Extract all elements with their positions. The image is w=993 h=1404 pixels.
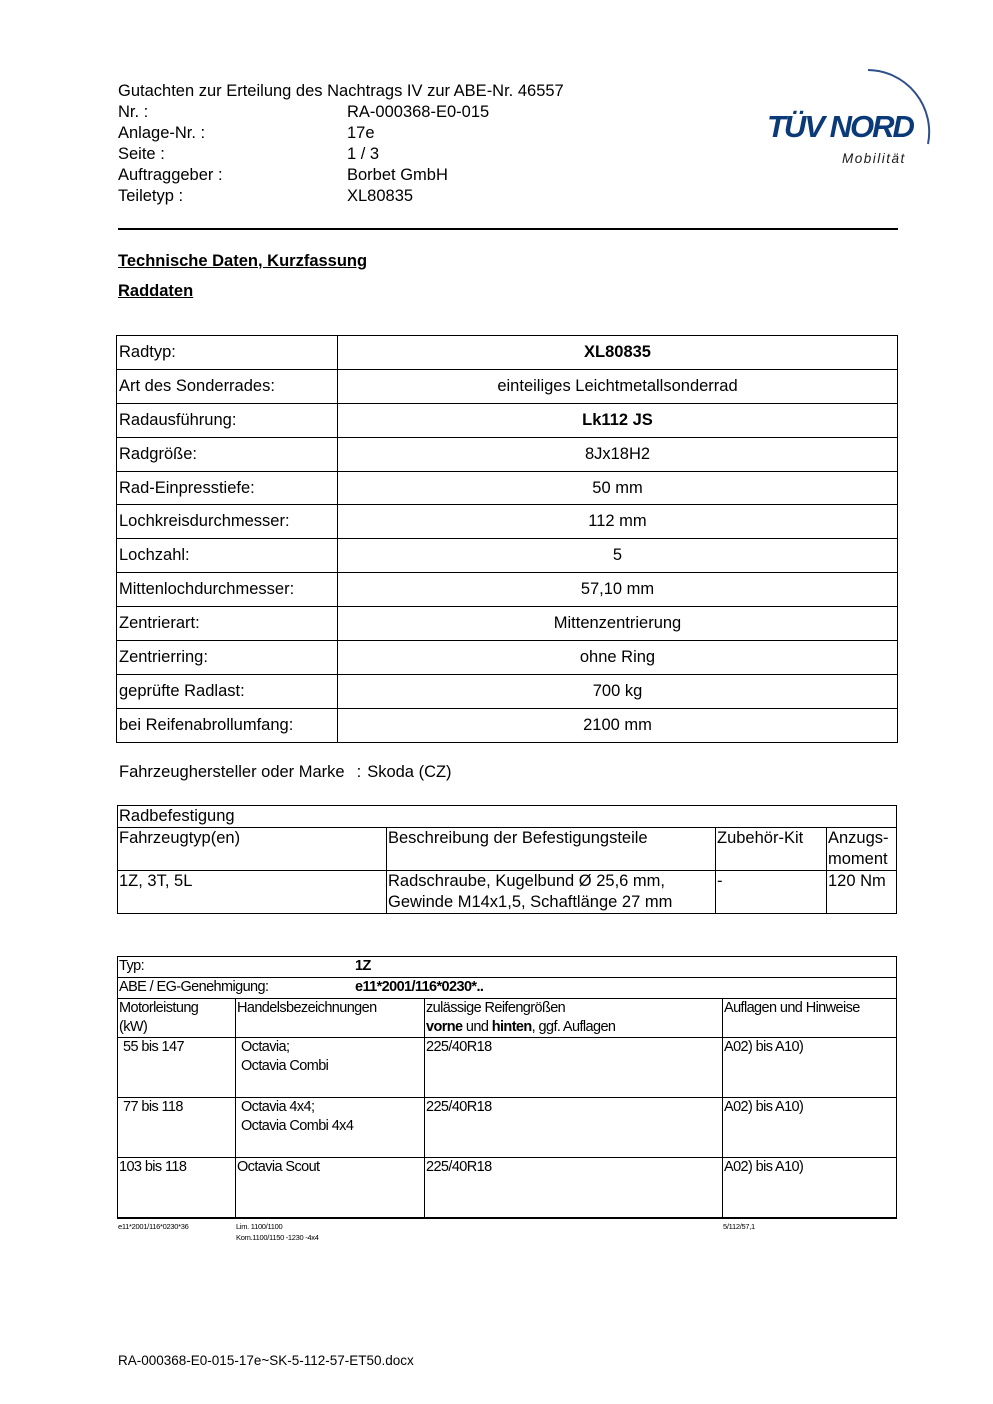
- wheel-value: einteiliges Leichtmetallsonderrad: [338, 369, 898, 403]
- fine-approval: e11*2001/116*0230*36: [118, 1222, 189, 1231]
- name-cell: [236, 1098, 425, 1158]
- table-row: [118, 828, 897, 871]
- table-row: [118, 957, 897, 978]
- tyres-rest-label: , ggf. Auflagen: [531, 1019, 616, 1035]
- description-line: Gewinde M14x1,5, Schaftlänge 27 mm: [388, 893, 673, 911]
- column-header-torque: [827, 828, 897, 871]
- table-row: [117, 471, 898, 505]
- wheel-label: Radausführung:: [117, 403, 338, 437]
- approval-value: e11*2001/116*0230*..: [355, 979, 484, 995]
- logo-wordmark: TÜV NORD: [767, 109, 913, 144]
- wheel-value: 50 mm: [338, 471, 898, 505]
- fastening-description: [387, 871, 716, 914]
- wheel-value: 112 mm: [338, 505, 898, 539]
- table-row: [117, 403, 898, 437]
- fastening-torque: 120 Nm: [827, 871, 897, 914]
- approval-label: ABE / EG-Genehmigung:: [119, 979, 269, 995]
- power-cell: 77 bis 118: [118, 1098, 236, 1158]
- table-row: [118, 806, 897, 828]
- header-value: 1 / 3: [347, 145, 380, 163]
- header-label: Nr. :: [118, 103, 149, 121]
- name-cell: [236, 1158, 425, 1219]
- logo-subtitle: Mobilität: [842, 151, 906, 166]
- tyres-and-label: und: [462, 1019, 492, 1035]
- column-header-tyres: [425, 999, 723, 1038]
- table-row: [117, 607, 898, 641]
- fine-kom: Kom.1100/1150 -1230 -4x4: [236, 1233, 319, 1242]
- description-line: Radschraube, Kugelbund Ø 25,6 mm,: [388, 872, 665, 890]
- wheel-value: 5: [338, 539, 898, 573]
- fastening-title: Radbefestigung: [118, 806, 897, 828]
- tyres-rear-label: hinten: [491, 1019, 532, 1035]
- wheel-label: Art des Sonderrades:: [117, 369, 338, 403]
- wheel-label: Lochzahl:: [117, 539, 338, 573]
- wheel-value: 2100 mm: [338, 708, 898, 742]
- type-label: Typ:: [119, 958, 144, 974]
- fastening-table: [117, 805, 897, 914]
- table-row: [118, 1158, 897, 1219]
- notes-cell: A02) bis A10): [723, 1098, 897, 1158]
- header-row-teiletyp: [118, 186, 564, 207]
- column-header: Beschreibung der Befestigungsteile: [387, 828, 716, 871]
- wheel-label: geprüfte Radlast:: [117, 674, 338, 708]
- wheel-value: 8Jx18H2: [338, 437, 898, 471]
- table-row: [117, 336, 898, 370]
- header-label: Seite :: [118, 145, 165, 163]
- wheel-value: 57,10 mm: [338, 573, 898, 607]
- wheel-value: ohne Ring: [338, 641, 898, 675]
- name-cell: [236, 1038, 425, 1098]
- header-value: XL80835: [347, 187, 414, 205]
- notes-cell: A02) bis A10): [723, 1158, 897, 1219]
- column-header: Fahrzeugtyp(en): [118, 828, 387, 871]
- table-row: [118, 1038, 897, 1098]
- column-header: (kW): [119, 1019, 148, 1035]
- wheel-label: bei Reifenabrollumfang:: [117, 708, 338, 742]
- power-cell: 103 bis 118: [118, 1158, 236, 1219]
- notes-cell: A02) bis A10): [723, 1038, 897, 1098]
- header-row-auftraggeber: [118, 165, 564, 186]
- footer-filename: RA-000368-E0-015-17e~SK-5-112-57-ET50.docx: [118, 1353, 414, 1368]
- header-label: Auftraggeber :: [118, 166, 223, 184]
- header-row-seite: [118, 144, 564, 165]
- power-cell: 55 bis 147: [118, 1038, 236, 1098]
- header-value: 17e: [347, 124, 375, 142]
- make-separator: :: [356, 763, 362, 781]
- name-line: Octavia;: [241, 1039, 290, 1055]
- table-row: [118, 978, 897, 999]
- wheel-label: Mittenlochdurchmesser:: [117, 573, 338, 607]
- wheel-value: XL80835: [338, 336, 898, 370]
- header-row-nr: [118, 102, 564, 123]
- header-value: Borbet GmbH: [347, 166, 448, 184]
- approval-row: [118, 978, 897, 999]
- name-line: Octavia Combi 4x4: [241, 1118, 354, 1134]
- vehicle-table: [117, 956, 897, 1219]
- make-label: Fahrzeughersteller oder Marke: [119, 763, 345, 781]
- tyres-cell: 225/40R18: [425, 1098, 723, 1158]
- table-row: [117, 437, 898, 471]
- wheel-label: Rad-Einpresstiefe:: [117, 471, 338, 505]
- table-row: [117, 369, 898, 403]
- type-value: 1Z: [355, 958, 371, 974]
- column-header: Auflagen und Hinweise: [723, 999, 897, 1038]
- vehicle-make: [119, 763, 452, 782]
- header-divider: [118, 228, 898, 230]
- header-label: Teiletyp :: [118, 187, 184, 205]
- header-value: RA-000368-E0-015: [347, 103, 490, 121]
- tyres-cell: 225/40R18: [425, 1158, 723, 1219]
- tuv-nord-logo: [760, 58, 945, 173]
- table-row: [117, 708, 898, 742]
- fine-code: 5/112/57,1: [723, 1222, 755, 1231]
- wheel-label: Radtyp:: [117, 336, 338, 370]
- column-header: moment: [828, 850, 888, 868]
- fastening-types: 1Z, 3T, 5L: [118, 871, 387, 914]
- table-row: [117, 674, 898, 708]
- column-header-power: [118, 999, 236, 1038]
- document-title: Gutachten zur Erteilung des Nachtrags IV zur ABE-Nr. 46557: [118, 82, 564, 100]
- name-line: Octavia 4x4;: [241, 1099, 315, 1115]
- table-row: [118, 1098, 897, 1158]
- table-row: [117, 573, 898, 607]
- document-header: [118, 81, 564, 207]
- column-header: zulässige Reifengrößen: [426, 1000, 566, 1016]
- table-row: [117, 539, 898, 573]
- table-row: [118, 999, 897, 1038]
- column-header: Motorleistung: [119, 1000, 199, 1016]
- make-value: Skoda (CZ): [367, 763, 452, 781]
- table-row: [117, 641, 898, 675]
- fine-lim: Lim. 1100/1100: [236, 1222, 283, 1231]
- wheel-label: Zentrierart:: [117, 607, 338, 641]
- name-line: Octavia Scout: [237, 1159, 320, 1175]
- column-header: Anzugs-: [828, 829, 889, 847]
- wheel-data-table: [116, 335, 898, 743]
- wheel-value: Mittenzentrierung: [338, 607, 898, 641]
- subsection-heading: Raddaten: [118, 282, 194, 300]
- type-row: [118, 957, 897, 978]
- tyres-front-label: vorne: [426, 1019, 463, 1035]
- column-header: Handelsbezeichnungen: [236, 999, 425, 1038]
- wheel-label: Lochkreisdurchmesser:: [117, 505, 338, 539]
- wheel-value: 700 kg: [338, 674, 898, 708]
- wheel-label: Radgröße:: [117, 437, 338, 471]
- wheel-label: Zentrierring:: [117, 641, 338, 675]
- tyres-cell: 225/40R18: [425, 1038, 723, 1098]
- name-line: Octavia Combi: [241, 1058, 329, 1074]
- header-row-anlage: [118, 123, 564, 144]
- wheel-value: Lk112 JS: [338, 403, 898, 437]
- table-row: [117, 505, 898, 539]
- column-header-line2: [426, 1018, 721, 1037]
- table-row: [118, 871, 897, 914]
- section-heading: Technische Daten, Kurzfassung: [118, 252, 368, 270]
- header-label: Anlage-Nr. :: [118, 124, 206, 142]
- column-header: Zubehör-Kit: [716, 828, 827, 871]
- fastening-kit: -: [716, 871, 827, 914]
